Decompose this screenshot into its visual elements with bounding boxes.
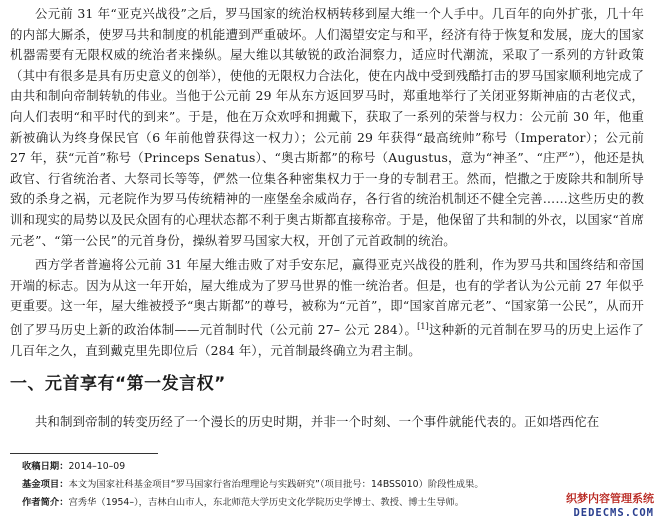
received-label: 收稿日期： bbox=[22, 461, 69, 472]
citation-marker[interactable]: [1] bbox=[417, 321, 429, 331]
received-value: 2014–10–09 bbox=[68, 461, 126, 472]
paragraph-2-main: 西方学者普遍将公元前 31 年屋大维击败了对手安东尼，赢得亚克兴战役的胜利，作为罗马共和国终结和帝国开端的标志。因为从这一年开始，屋大维成为了罗马世界的惟一统治者。但是，也有的学者认为公元前 27 年似乎更重要。这一年，屋大维被授予“奥古斯都”的尊号，被称为“元首”，即“国家首席元老”、“国家第一公民”，从而开创了罗马历史上新的政治体制——元首制时代（公元前 27– 公元 284）。 bbox=[10, 257, 644, 337]
footnote-received bbox=[22, 458, 642, 476]
fund-value: 本文为国家社科基金项目“罗马国家行省治理理论与实践研究”（项目批号：14BSS010）阶段性成果。 bbox=[68, 479, 484, 490]
watermark-url: DEDECMS.COM bbox=[573, 507, 654, 519]
footnote-divider bbox=[10, 453, 158, 454]
fund-label: 基金项目： bbox=[22, 479, 69, 490]
author-label: 作者简介： bbox=[22, 497, 69, 508]
watermark-brand: 织梦内容管理系统 bbox=[566, 492, 654, 505]
body-paragraph-2 bbox=[10, 255, 644, 361]
author-value: 宫秀华（1954–），吉林白山市人，东北师范大学历史文化学院历史学博士、教授、博士生导师。 bbox=[68, 497, 465, 508]
body-paragraph-3: 共和制到帝制的转变历经了一个漫长的历史时期，并非一个时刻、一个事件就能代表的。正如塔西佗在 bbox=[35, 414, 600, 429]
paragraph-2-tail: 这种新的元首制在罗马的历史上运作了几百年之久，直到戴克里先即位后（284 年），元首制最终确立为君主制。 bbox=[10, 321, 644, 358]
section-heading: 一、元首享有“第一发言权” bbox=[10, 374, 226, 394]
watermark-logo bbox=[522, 492, 654, 522]
body-paragraph-1: 公元前 31 年“亚克兴战役”之后，罗马国家的统治权柄转移到屋大维一个人手中。几百年的向外扩张，几十年的内部大厮杀，使罗马共和制度的机能遭到严重破坏。人们渴望安定与和平，经济有待于恢复和发展，庞大的国家机器需要有无限权威的统治者来操纵。屋大维以其敏锐的政治洞察力，适应时代潮流，采取了一系列的方针政策（其中有很多是具有历史意义的创举），使他的无限权力合法化，使在内战中受到残酷打击的罗马国家顺利地完成了由共和制向帝制转轨的伟业。当他于公元前 29 年从东方返回罗马时，郑重地举行了关闭亚努斯神庙的古老仪式，向人们表明“和平时代的到来”。于是，他在万众欢呼和拥戴下，获取了一系列的荣誉与权力：公元前 30 年，他重新被确认为终身保民官（6 年前他曾获得这一权力）；公元前 29 年获得“最高统帅”称号（Imperator）；公元前 27 年，获“元首”称号（Princeps Senatus）、“奥古斯都”的称号（Augustus，意为“神圣”、“庄严”），他还是执政官、行省统治者、大祭司长等等，俨然一位集各种密集权力于一身的专制君王。然而，恺撒之于废除共和制所导致的杀身之祸，元老院作为罗马传统精神的一座堡垒余威尚存，各行省的统治机制还不健全完善……这些历史的教训和现实的局势以及民众固有的心理状态都不利于奥古斯都直接称帝。于是，他保留了共和制的外衣，以国家“首席元老”、“第一公民”的元首身份，操纵着罗马国家大权，开创了元首政制的统治。 bbox=[10, 6, 644, 248]
